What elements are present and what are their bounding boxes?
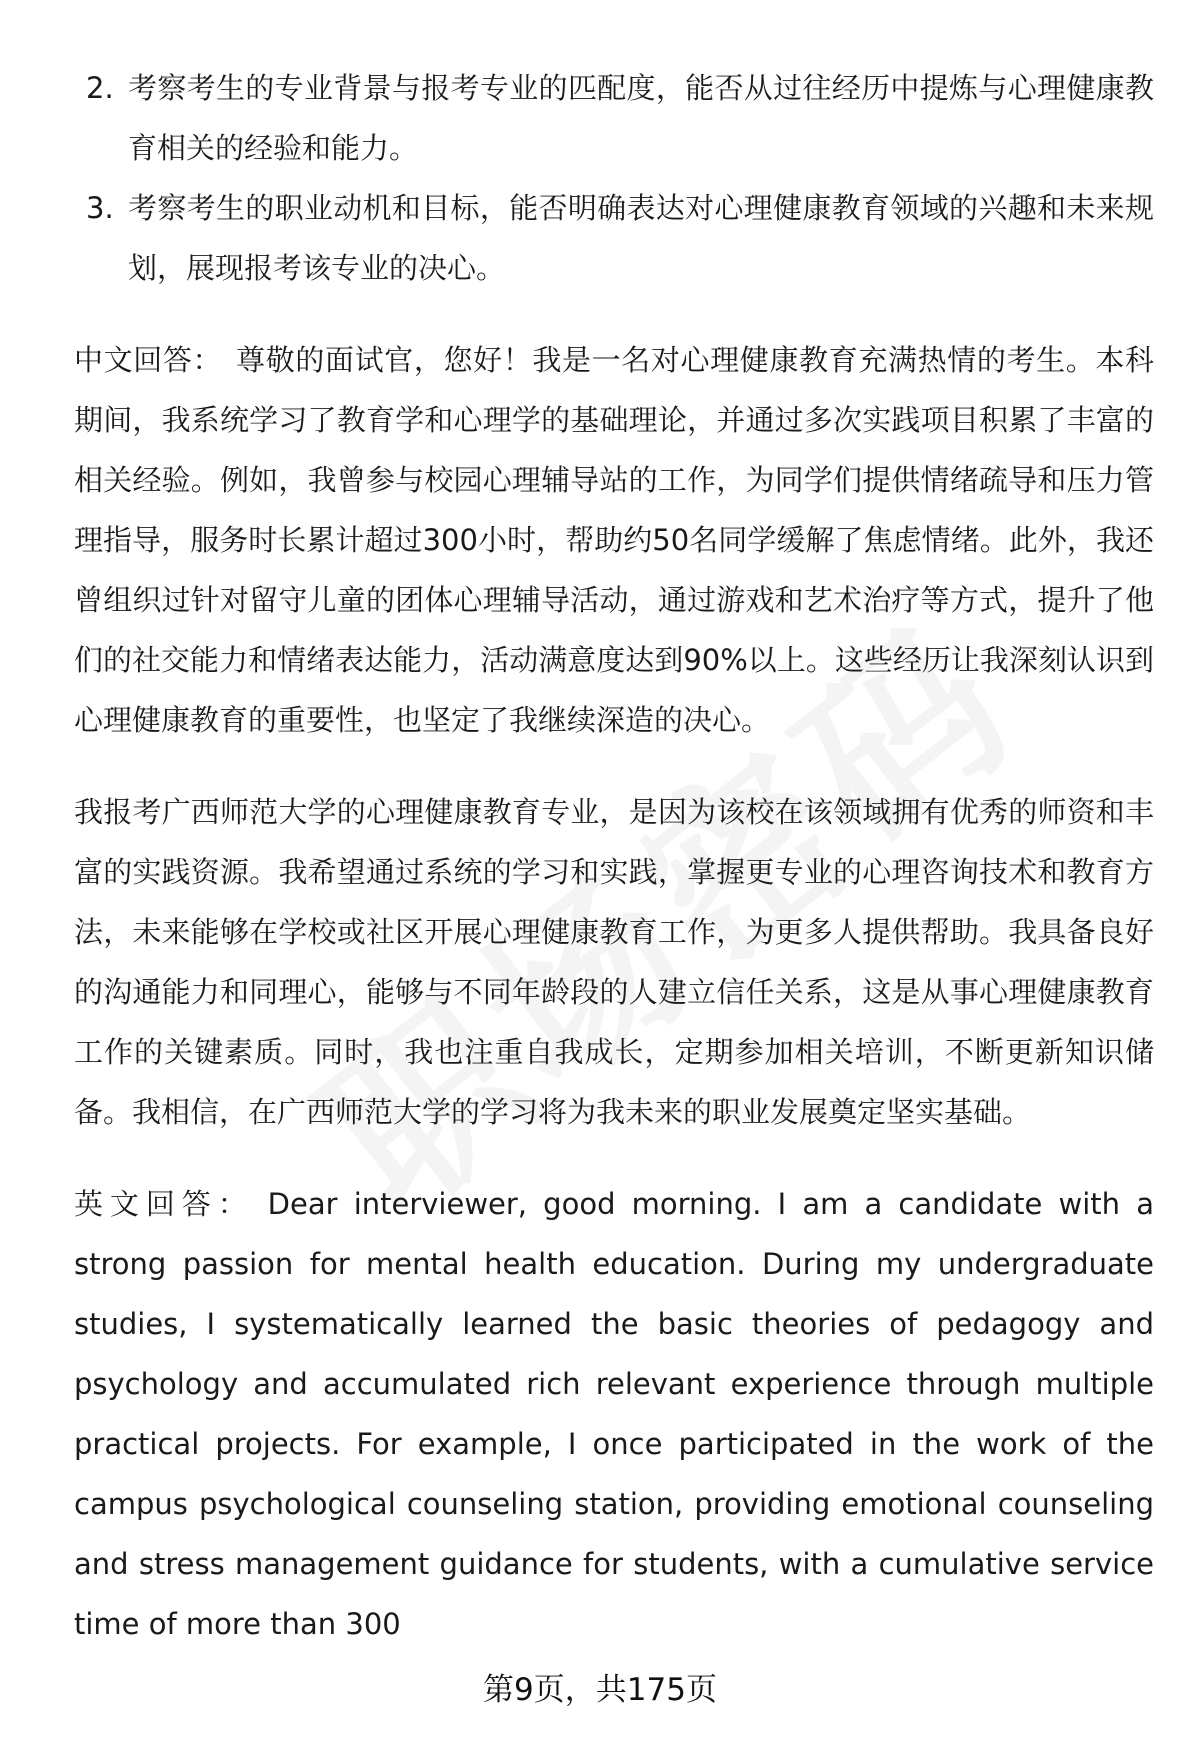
list-item-text: 考察考生的职业动机和目标，能否明确表达对心理健康教育领域的兴趣和未来规划，展现报考该专业的决心。 xyxy=(128,191,1154,285)
list-item xyxy=(74,58,1154,178)
list-item-text: 考察考生的专业背景与报考专业的匹配度，能否从过往经历中提炼与心理健康教育相关的经验和能力。 xyxy=(128,71,1154,165)
criteria-list xyxy=(74,58,1154,298)
list-item-number: 3. xyxy=(86,191,114,225)
english-answer-label: 英文回答： xyxy=(74,1187,254,1221)
chinese-answer-paragraph-1 xyxy=(74,330,1154,750)
chinese-answer-label: 中文回答： xyxy=(74,343,223,377)
chinese-answer-paragraph-2: 我报考广西师范大学的心理健康教育专业，是因为该校在该领域拥有优秀的师资和丰富的实践资源。我希望通过系统的学习和实践，掌握更专业的心理咨询技术和教育方法，未来能够在学校或社区开展心理健康教育工作，为更多人提供帮助。我具备良好的沟通能力和同理心，能够与不同年龄段的人建立信任关系，这是从事心理健康教育工作的关键素质。同时，我也注重自我成长，定期参加相关培训，不断更新知识储备。我相信，在广西师范大学的学习将为我未来的职业发展奠定坚实基础。 xyxy=(74,795,1154,1129)
chinese-answer-text: 尊敬的面试官，您好！我是一名对心理健康教育充满热情的考生。本科期间，我系统学习了教育学和心理学的基础理论，并通过多次实践项目积累了丰富的相关经验。例如，我曾参与校园心理辅导站的工作，为同学们提供情绪疏导和压力管理指导，服务时长累计超过300小时，帮助约50名同学缓解了焦虑情绪。此外，我还曾组织过针对留守儿童的团体心理辅导活动，通过游戏和艺术治疗等方式，提升了他们的社交能力和情绪表达能力，活动满意度达到90%以上。这些经历让我深刻认识到心理健康教育的重要性，也坚定了我继续深造的决心。 xyxy=(74,343,1154,737)
list-item-number: 2. xyxy=(86,71,114,105)
english-answer-paragraph xyxy=(74,1174,1154,1654)
page-number-footer: 第9页，共175页 xyxy=(483,1672,717,1708)
english-answer-text: Dear interviewer, good morning. I am a candidate with a strong passion for mental health education. During my undergraduate studies, I systematically learned the basic theories of pedagogy and psychology and accumulated rich relevant experience through multiple practical projects. For example, I once participated in the work of the campus psychological counseling station, providing emotional counseling and stress management guidance for students, with a cumulative service time of more than 300 xyxy=(74,1187,1154,1641)
page-content xyxy=(74,58,1154,1654)
list-item xyxy=(74,178,1154,298)
